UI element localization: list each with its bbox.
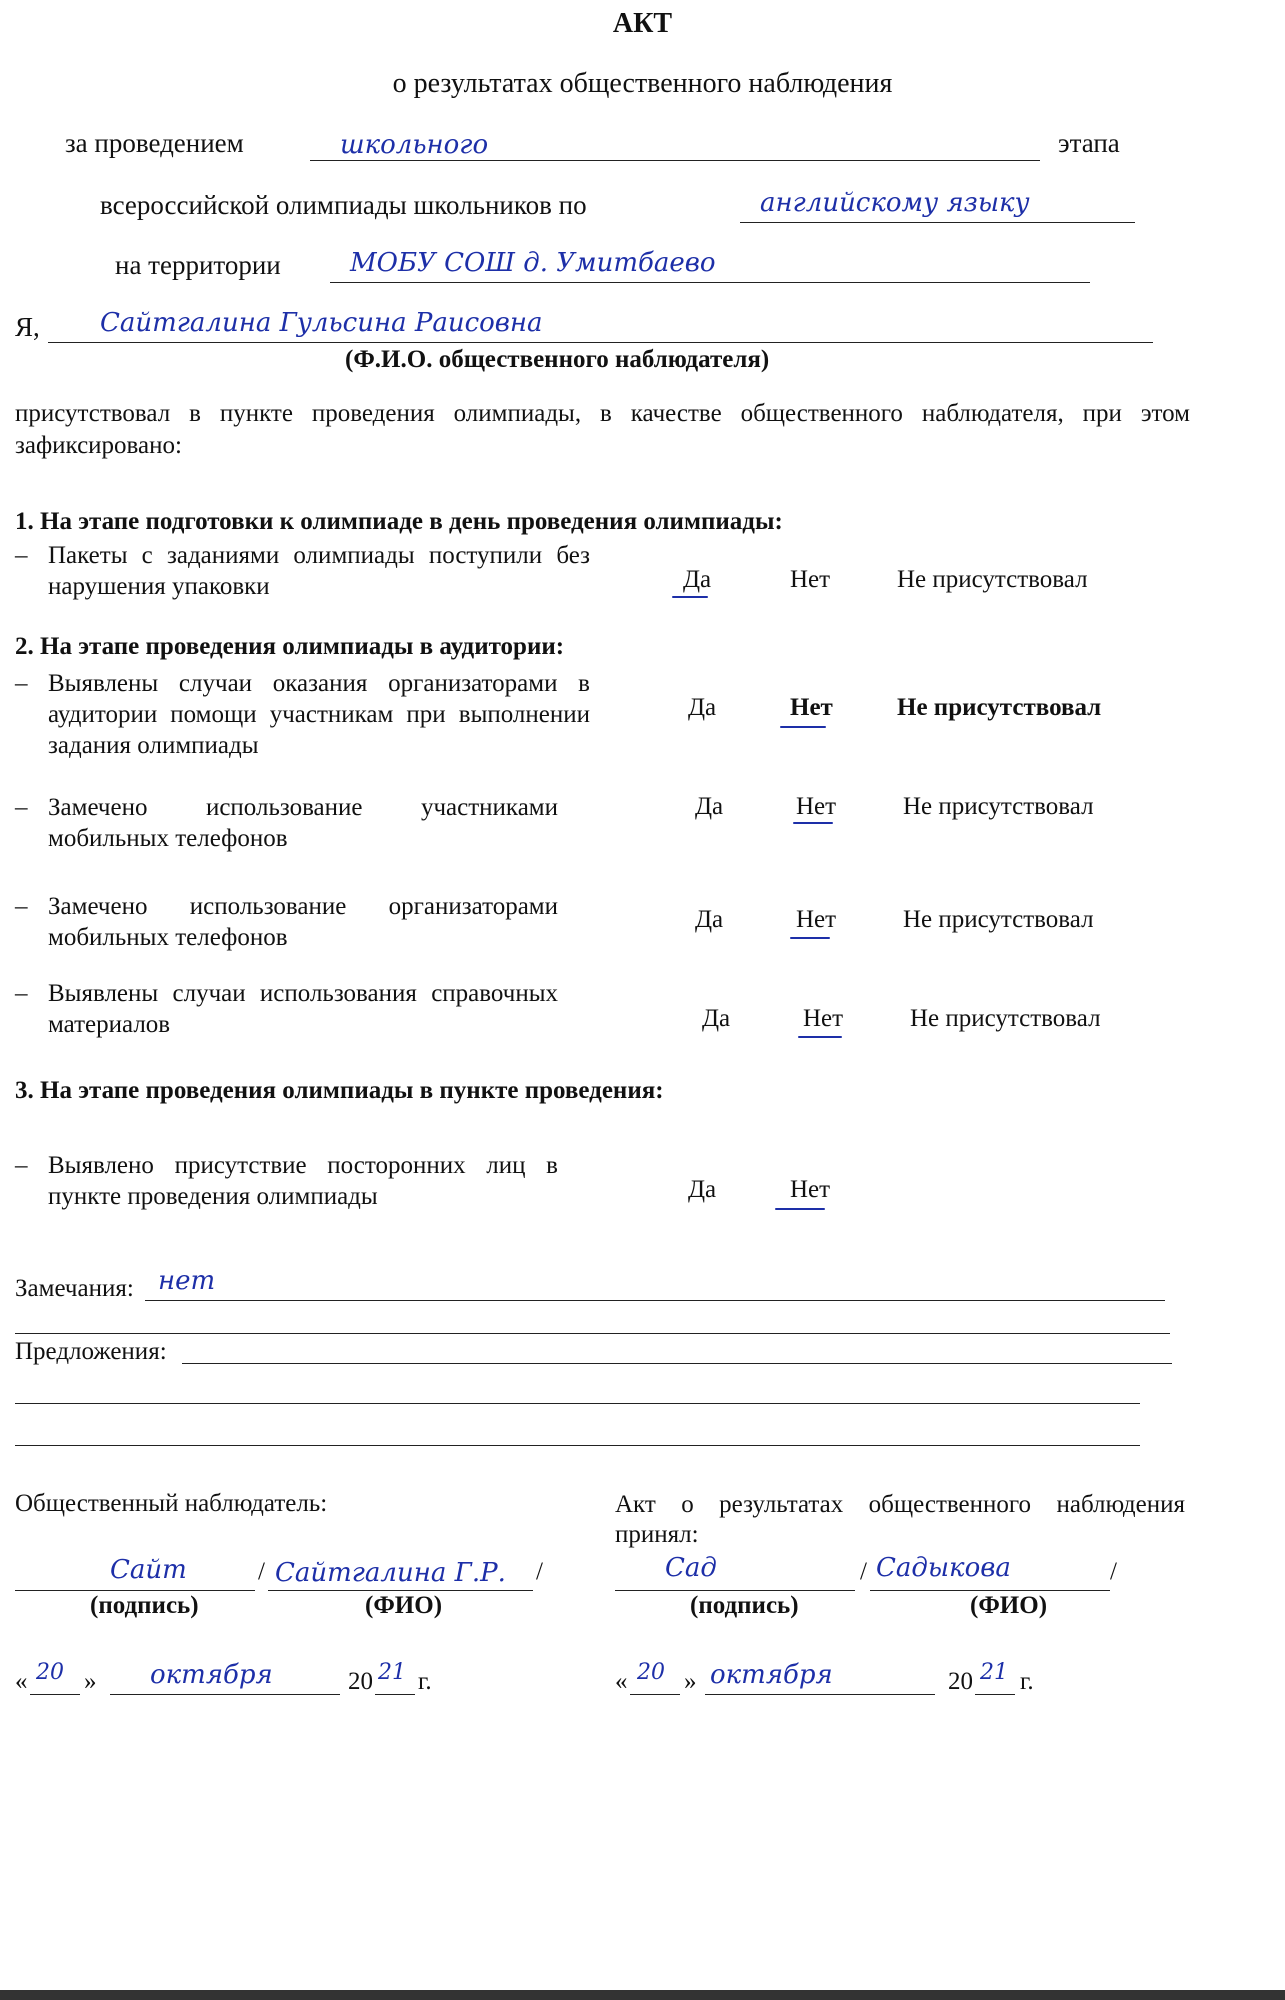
observer-date-month: октября xyxy=(150,1660,273,1690)
remarks-label: Замечания: xyxy=(15,1275,134,1302)
question-item: – Пакеты с заданиями олимпиады поступили без нарушения упаковки xyxy=(15,542,590,600)
option-no[interactable]: Нет xyxy=(790,566,831,593)
year-suffix: г. xyxy=(1020,1668,1034,1695)
option-no[interactable]: Нет xyxy=(796,906,837,933)
quote-close: » xyxy=(84,1668,97,1695)
question-text: Выявлены случаи использования справочных материалов xyxy=(48,980,558,1038)
territory-label: на территории xyxy=(115,250,281,280)
intro-text: присутствовал в пункте проведения олимпиады, в качестве общественного наблюдателя, при этом зафиксировано: xyxy=(15,400,1190,459)
question-text: Выявлены случаи оказания организаторами в аудитории помощи участникам при выполнении задания олимпиады xyxy=(48,670,590,759)
observer-fio: Сайтгалина Г.Р. xyxy=(275,1558,506,1588)
observer-date-day: 20 xyxy=(36,1660,64,1685)
section-3-heading: 3. На этапе проведения олимпиады в пункте проведения: xyxy=(15,1077,664,1104)
fio-caption: (ФИО) xyxy=(365,1592,443,1619)
acceptor-fio: Садыкова xyxy=(876,1553,1011,1583)
year-prefix: 20 xyxy=(948,1668,973,1695)
question-text: Выявлено присутствие посторонних лиц в пункте проведения олимпиады xyxy=(48,1152,558,1210)
option-no[interactable]: Нет xyxy=(790,1176,831,1203)
option-no[interactable]: Нет xyxy=(803,1005,844,1032)
stage-suffix: этапа xyxy=(1058,128,1120,158)
option-no[interactable]: Нет xyxy=(796,793,837,820)
option-yes[interactable]: Да xyxy=(695,793,724,820)
option-absent[interactable]: Не присутствовал xyxy=(897,566,1088,593)
territory-value: МОБУ СОШ д. Умитбаево xyxy=(350,248,716,278)
observer-date-year: 21 xyxy=(378,1660,406,1685)
question-item: – Выявлены случаи использования справочных материалов xyxy=(15,980,558,1038)
document-page: АКТ о результатах общественного наблюдения за проведением школьного этапа всероссийской олимпиады школьников по английскому языку на территории МОБУ СОШ д. Умитбаево Я, Сайтгалина Гульсина Раисовна (Ф.И.О. общественного наблюдателя) присутствовал в пункте проведения олимпиады, в качестве общественного наблюдателя, при этом зафиксировано: 1. На этапе подготовки к олимпиаде в день проведения олимпиады: – Пакеты с заданиями олимпиады поступили без нарушения упаковки Да Нет Не присутствовал 2. На этапе проведения олимпиады в аудитории: – Выявлены случаи оказания организаторами в аудитории помощи участникам при выполнении задания олимпиады Да Нет Не присутствовал – Замечено использование участниками мобильных телефонов Да Нет Не присутствовал – Замечено использование организаторами мобильных телефонов Да Нет Не присутствовал – Выявлены случаи использования справочных материалов Да Нет Не присутствовал 3. На этапе проведения олимпиады в пункте проведения: – Выявлено присутствие посторонних лиц в пункте проведения олимпиады Да Нет Замечания: нет Предложения: Общественный наблюдатель: Акт о результатах общественного наблюдения принял: Сайт / Сайтгалина Г.Р. / (подпись) (ФИО) Сад / Садыкова / (подпись) (ФИО) « 20 » октября 20 21 г. « 20 » октября 20 21 г. xyxy=(0,0,1285,2000)
quote-open: « xyxy=(615,1668,628,1695)
option-absent[interactable]: Не присутствовал xyxy=(897,694,1102,721)
section-1-heading: 1. На этапе подготовки к олимпиаде в день проведения олимпиады: xyxy=(15,508,783,535)
signature-caption: (подпись) xyxy=(690,1592,799,1619)
question-item: – Выявлены случаи оказания организаторами в аудитории помощи участникам при выполнении задания олимпиады xyxy=(15,670,590,759)
document-title: АКТ xyxy=(612,8,673,39)
acceptor-date-year: 21 xyxy=(980,1660,1008,1685)
option-yes[interactable]: Да xyxy=(688,1176,717,1203)
stage-value: школьного xyxy=(340,130,489,160)
observer-signature: Сайт xyxy=(110,1555,187,1585)
question-text: Замечено использование организаторами мобильных телефонов xyxy=(48,893,558,951)
olympiad-label: всероссийской олимпиады школьников по xyxy=(100,190,587,220)
acceptor-date-month: октября xyxy=(710,1660,833,1690)
observer-label: Общественный наблюдатель: xyxy=(15,1490,328,1517)
signature-caption: (подпись) xyxy=(90,1592,199,1619)
option-absent[interactable]: Не присутствовал xyxy=(903,793,1094,820)
question-text: Пакеты с заданиями олимпиады поступили без нарушения упаковки xyxy=(48,542,590,600)
year-suffix: г. xyxy=(418,1668,432,1695)
question-item: – Замечено использование участниками мобильных телефонов xyxy=(15,794,558,852)
observer-name: Сайтгалина Гульсина Раисовна xyxy=(100,308,543,338)
scan-edge xyxy=(0,1990,1285,2000)
option-no[interactable]: Нет xyxy=(790,694,833,721)
remarks-value: нет xyxy=(158,1266,216,1296)
document-subtitle: о результатах общественного наблюдения xyxy=(392,68,893,99)
section-2-heading: 2. На этапе проведения олимпиады в аудитории: xyxy=(15,633,565,660)
option-absent[interactable]: Не присутствовал xyxy=(910,1005,1101,1032)
question-text: Замечено использование участниками мобильных телефонов xyxy=(48,794,558,852)
quote-close: » xyxy=(684,1668,697,1695)
subject-value: английскому языку xyxy=(760,188,1030,218)
name-caption: (Ф.И.О. общественного наблюдателя) xyxy=(345,346,770,373)
year-prefix: 20 xyxy=(348,1668,373,1695)
option-yes[interactable]: Да xyxy=(702,1005,731,1032)
question-item: – Выявлено присутствие посторонних лиц в пункте проведения олимпиады xyxy=(15,1152,558,1210)
accepted-label: Акт о результатах общественного наблюдения принял: xyxy=(615,1491,1185,1548)
question-item: – Замечено использование организаторами мобильных телефонов xyxy=(15,893,558,951)
stage-label: за проведением xyxy=(65,128,244,158)
acceptor-signature: Сад xyxy=(665,1553,717,1583)
option-yes[interactable]: Да xyxy=(695,906,724,933)
proposals-label: Предложения: xyxy=(15,1338,167,1365)
option-absent[interactable]: Не присутствовал xyxy=(903,906,1094,933)
option-yes[interactable]: Да xyxy=(688,694,717,721)
option-yes[interactable]: Да xyxy=(683,566,712,593)
fio-caption: (ФИО) xyxy=(970,1592,1048,1619)
quote-open: « xyxy=(15,1668,28,1695)
acceptor-date-day: 20 xyxy=(637,1660,665,1685)
i-label: Я, xyxy=(15,312,40,342)
